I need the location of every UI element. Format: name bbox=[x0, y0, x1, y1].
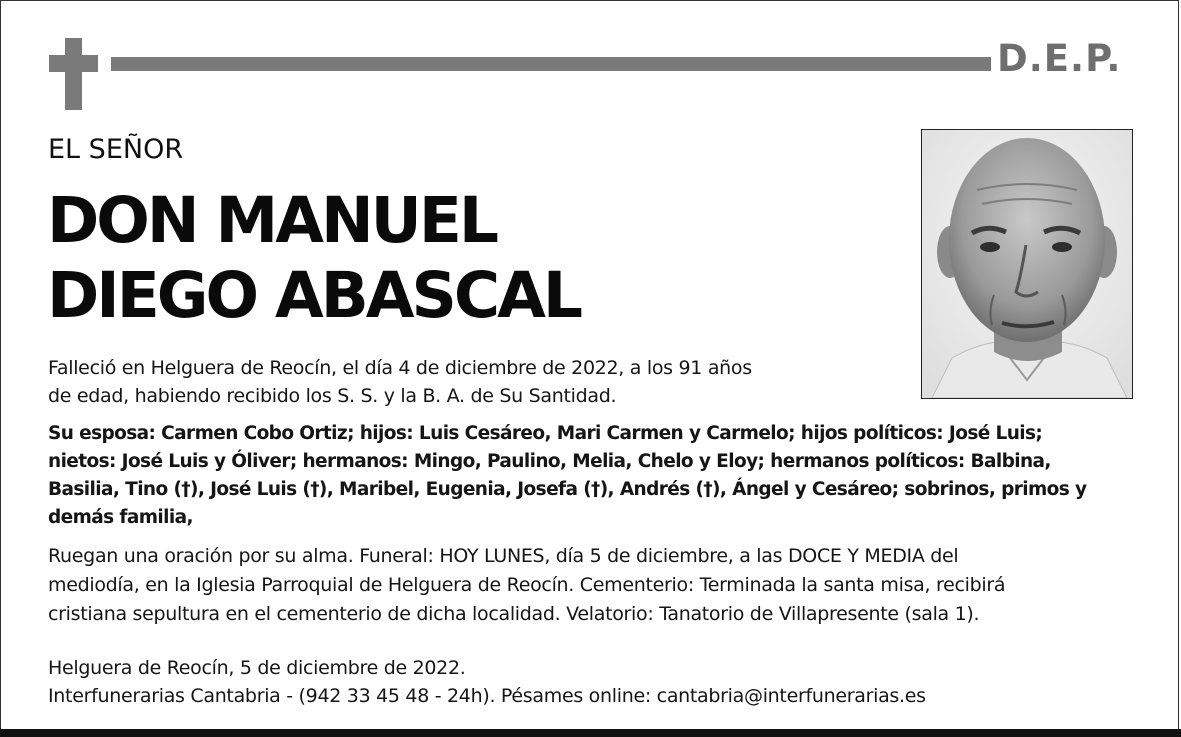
honorific: EL SEÑOR bbox=[48, 134, 184, 165]
bottom-border bbox=[0, 729, 1181, 737]
death-line: de edad, habiendo recibido los S. S. y la B. A. de Su Santidad. bbox=[48, 385, 617, 407]
funeral-line: mediodía, en la Iglesia Parroquial de Helguera de Reocín. Cementerio: Terminada la santa misa, recibirá bbox=[48, 574, 1006, 596]
portrait-image bbox=[922, 130, 1132, 398]
death-line: Falleció en Helguera de Reocín, el día 4 de diciembre de 2022, a los 91 años bbox=[48, 357, 752, 379]
family-line: nietos: José Luis y Óliver; hermanos: Mingo, Paulino, Melia, Chelo y Eloy; hermanos políticos: Balbina, bbox=[48, 451, 1051, 472]
family-line: Su esposa: Carmen Cobo Ortiz; hijos: Luis Cesáreo, Mari Carmen y Carmelo; hijos políticos: José Luis; bbox=[48, 423, 1043, 444]
funeral-line: Ruegan una oración por su alma. Funeral: HOY LUNES, día 5 de diciembre, a las DOCE Y MEDIA del bbox=[48, 545, 959, 567]
family-line: Basilia, Tino (†), José Luis (†), Maribel, Eugenia, Josefa (†), Andrés (†), Ángel y Cesáreo; sobrinos, primos y bbox=[48, 479, 1087, 500]
family-line: demás familia, bbox=[48, 507, 193, 528]
header-rule bbox=[111, 57, 991, 71]
deceased-name-line1: DON MANUEL bbox=[47, 184, 497, 257]
funeral-details bbox=[48, 542, 1148, 629]
family-list bbox=[48, 420, 1133, 532]
cross-icon-bar bbox=[49, 55, 98, 72]
deceased-photo bbox=[921, 129, 1133, 399]
dep-label: D.E.P. bbox=[997, 37, 1122, 80]
funeral-line: cristiana sepultura en el cementerio de dicha localidad. Velatorio: Tanatorio de Villapresente (sala 1). bbox=[48, 603, 980, 625]
place-date: Helguera de Reocín, 5 de diciembre de 2022. bbox=[48, 657, 466, 679]
cross-icon bbox=[65, 38, 82, 110]
death-announcement bbox=[48, 354, 848, 410]
deceased-name-line2: DIEGO ABASCAL bbox=[47, 259, 581, 332]
funeral-home-contact: Interfunerarias Cantabria - (942 33 45 48 - 24h). Pésames online: cantabria@interfunerarias.es bbox=[48, 685, 926, 707]
